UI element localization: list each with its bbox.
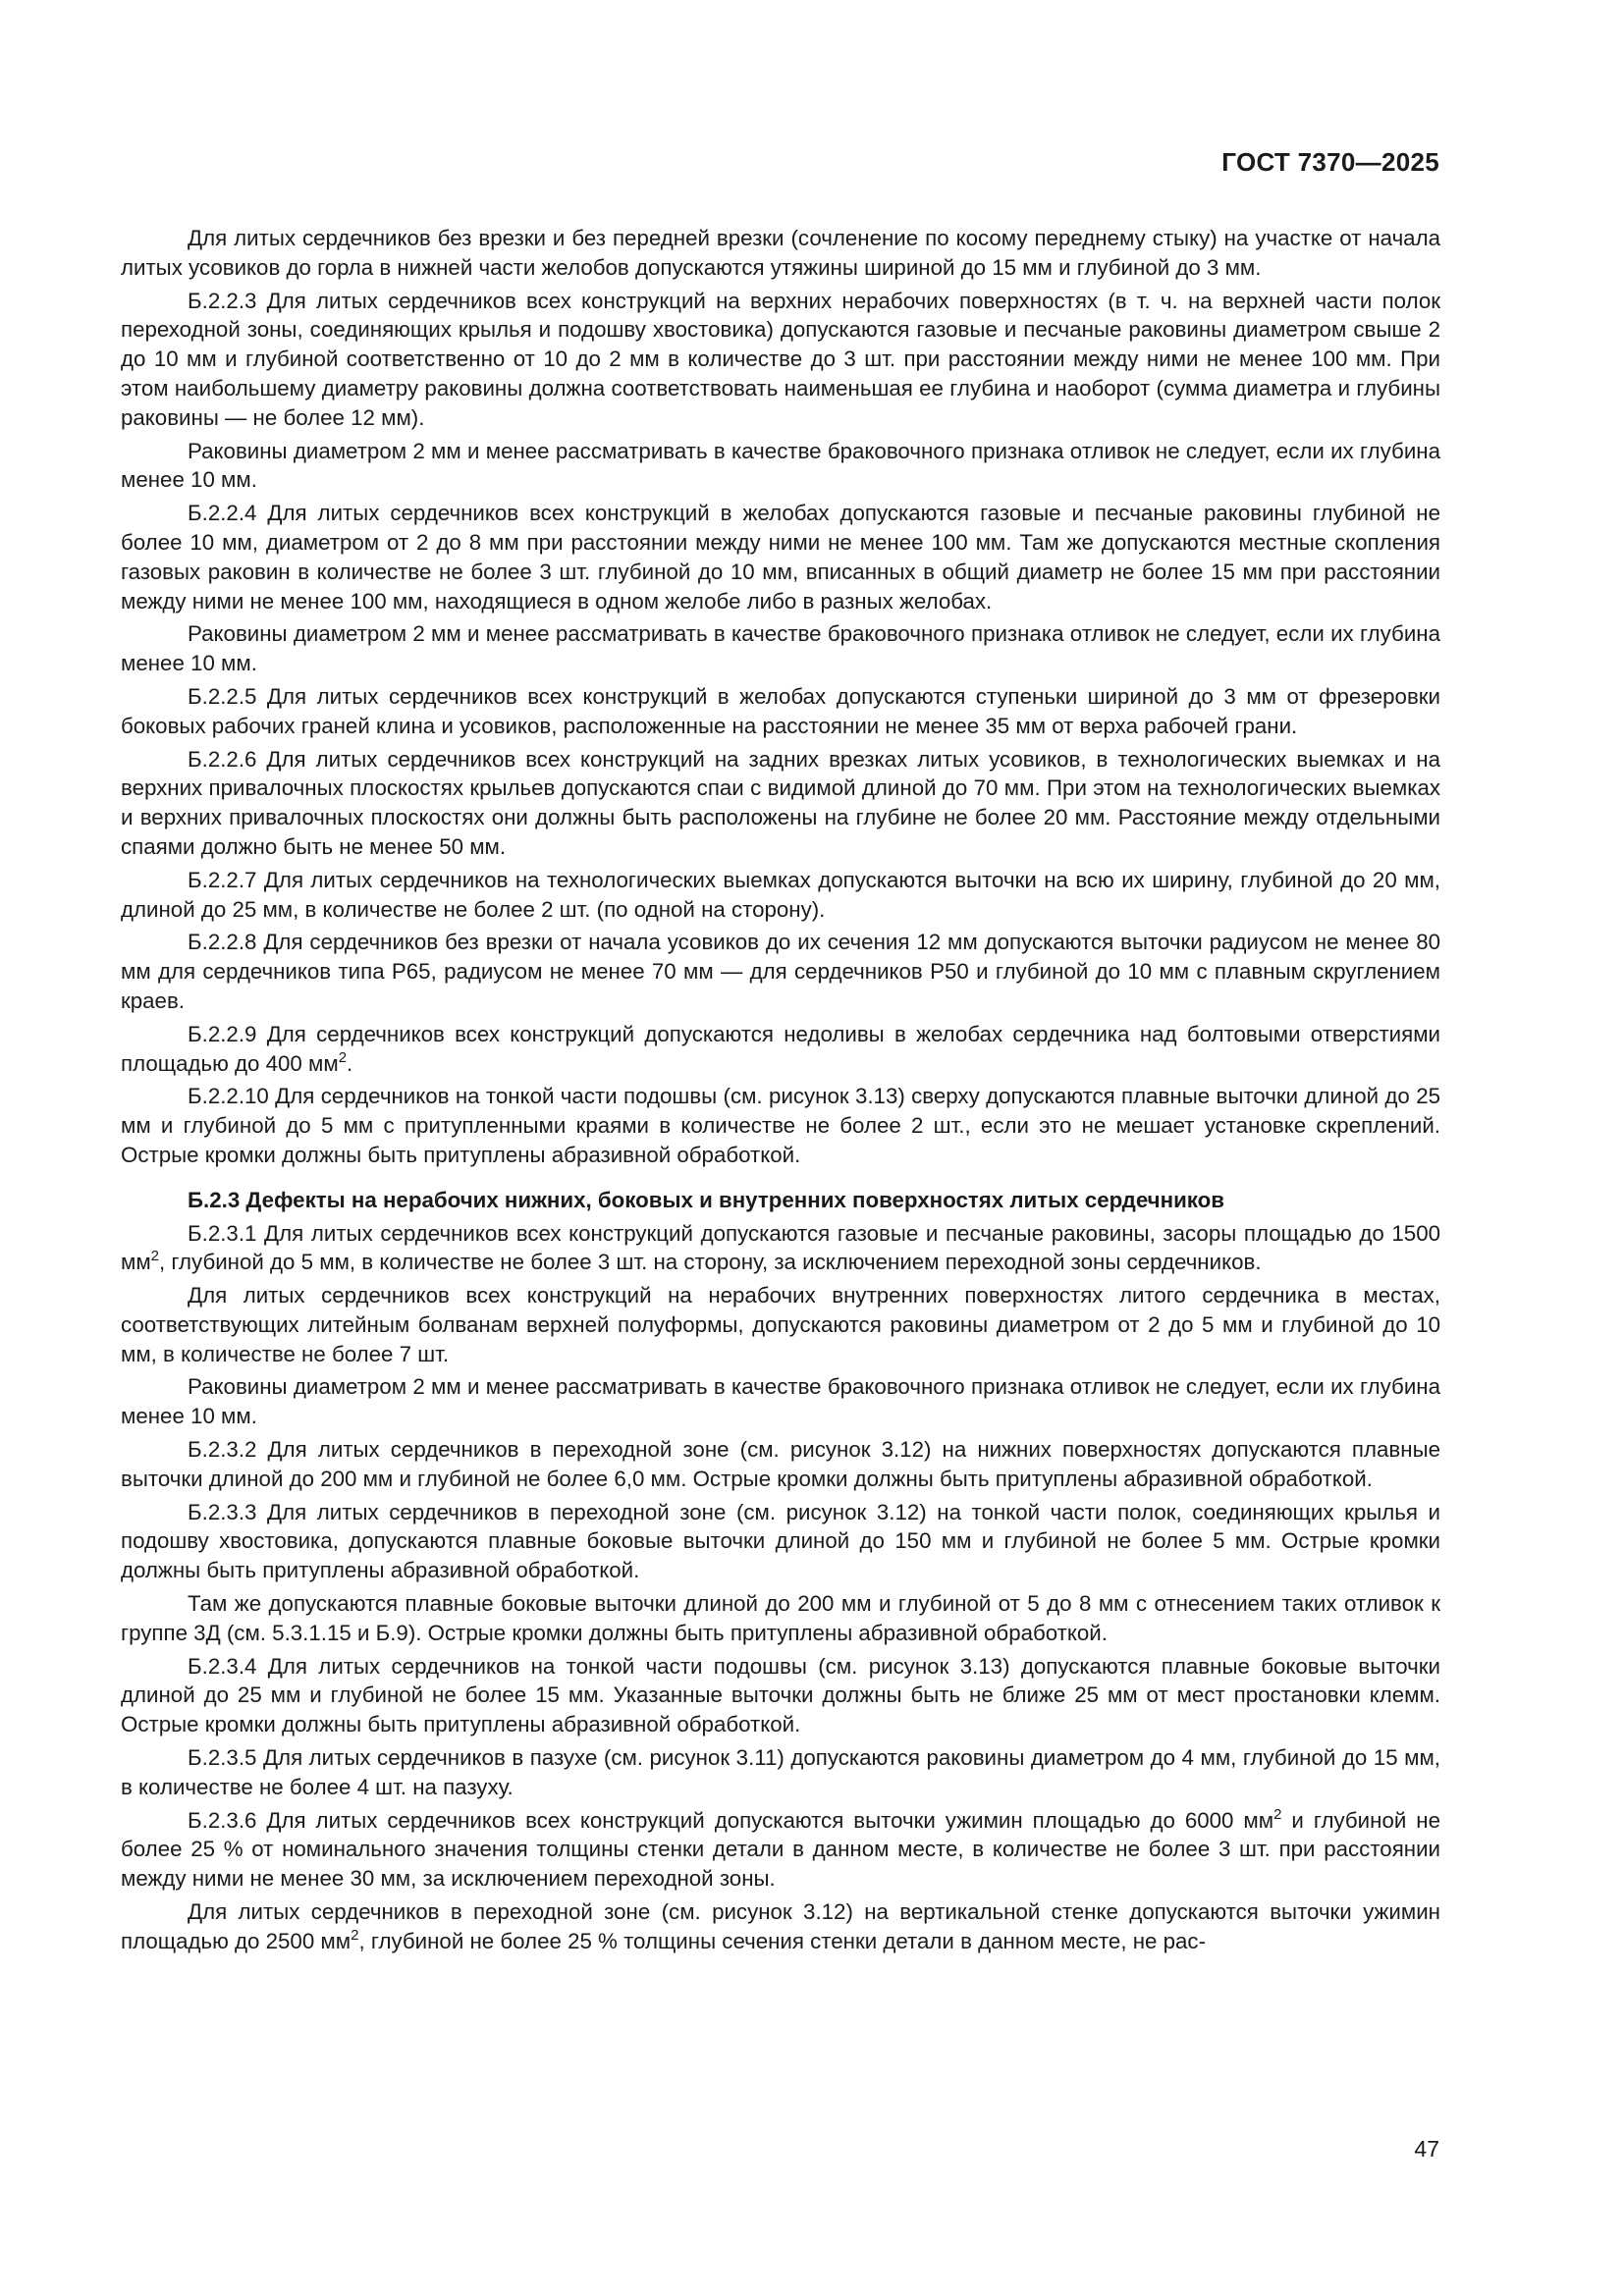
- section-heading: [121, 1186, 1440, 1215]
- paragraph: [121, 437, 1440, 496]
- text-run: Б.2.2.5 Для литых сердечников всех конструкций в желобах допускаются ступеньки шириной до 3 мм от фрезеровки боковых рабочих граней клина и усовиков, расположенные на расстоянии не менее 35 мм от верха рабочей грани.: [121, 683, 1440, 738]
- text-run: Б.2.3.2 Для литых сердечников в переходной зоне (см. рисунок 3.12) на нижних поверхностях допускаются плавные выточки длиной до 200 мм и глубиной не более 6,0 мм. Острые кромки должны быть притуплены абразивной обработкой.: [121, 1437, 1440, 1491]
- text-run: Б.2.3 Дефекты на нерабочих нижних, боковых и внутренних поверхностях литых сердечников: [188, 1187, 1224, 1212]
- superscript: 2: [1273, 1805, 1282, 1823]
- paragraph: [121, 1082, 1440, 1169]
- paragraph: [121, 1219, 1440, 1278]
- text-run: Б.2.2.7 Для литых сердечников на технологических выемках допускаются выточки на всю их ширину, глубиной до 20 мм, длиной до 25 мм, в количестве не более 2 шт. (по одной на сторону).: [121, 867, 1440, 922]
- text-run: Б.2.3.6 Для литых сердечников всех конструкций допускаются выточки ужимин площадью до 6000 мм: [188, 1807, 1274, 1833]
- text-run: Б.2.2.9 Для сердечников всех конструкций допускаются недоливы в желобах сердечника над болтовыми отверстиями площадью до 400 мм: [121, 1021, 1440, 1076]
- text-run: Раковины диаметром 2 мм и менее рассматривать в качестве браковочного признака отливок не следует, если их глубина менее 10 мм.: [121, 621, 1440, 676]
- paragraph: [121, 619, 1440, 678]
- paragraph: [121, 499, 1440, 615]
- text-run: Б.2.3.1 Для литых сердечников всех конструкций допускаются газовые и песчаные раковины, засоры площадью до 1500 мм: [121, 1220, 1440, 1275]
- text-run: Б.2.2.3 Для литых сердечников всех конструкций на верхних нерабочих поверхностях (в т. ч. на верхней части полок переходной зоны, соединяющих крылья и подошву хвостовика) допускаются газовые и песчаные раковины диаметром свыше 2 до 10 мм и глубиной соответственно от 10 до 2 мм в количестве до 3 шт. при расстоянии между ними не менее 100 мм. При этом наибольшему диаметру раковины должна соответствовать наименьшая ее глубина и наоборот (сумма диаметра и глубины раковины — не более 12 мм).: [121, 288, 1440, 430]
- text-run: Б.2.2.6 Для литых сердечников всех конструкций на задних врезках литых усовиков, в технологических выемках и на верхних привалочных плоскостях крыльев допускаются спаи с видимой длиной до 70 мм. При этом на технологических выемках и верхних привалочных плоскостях они должны быть расположены на глубине не более 20 мм. Расстояние между отдельными спаями должно быть не менее 50 мм.: [121, 746, 1440, 859]
- text-run: Раковины диаметром 2 мм и менее рассматривать в качестве браковочного признака отливок не следует, если их глубина менее 10 мм.: [121, 1374, 1440, 1429]
- paragraph: [121, 287, 1440, 433]
- text-run: Там же допускаются плавные боковые выточки длиной до 200 мм и глубиной от 5 до 8 мм с отнесением таких отливок к группе 3Д (см. 5.3.1.15 и Б.9). Острые кромки должны быть притуплены абразивной обработкой.: [121, 1591, 1440, 1645]
- paragraph: [121, 866, 1440, 925]
- text-run: Для литых сердечников без врезки и без передней врезки (сочленение по косому переднему стыку) на участке от начала литых усовиков до горла в нижней части желобов допускаются утяжины шириной до 15 мм и глубиной до 3 мм.: [121, 226, 1440, 280]
- paragraph: [121, 1589, 1440, 1648]
- text-run: Для литых сердечников в переходной зоне (см. рисунок 3.12) на вертикальной стенке допускаются выточки ужимин площадью до 2500 мм: [121, 1899, 1440, 1953]
- paragraph: [121, 1498, 1440, 1585]
- document-standard-id: ГОСТ 7370—2025: [1221, 147, 1439, 177]
- text-run: Раковины диаметром 2 мм и менее рассматривать в качестве браковочного признака отливок не следует, если их глубина менее 10 мм.: [121, 438, 1440, 493]
- paragraph: [121, 1806, 1440, 1894]
- text-run: Б.2.2.10 Для сердечников на тонкой части подошвы (см. рисунок 3.13) сверху допускаются плавные выточки длиной до 25 мм и глубиной до 5 мм с притупленными краями в количестве не более 2 шт., если это не мешает установке скреплений. Острые кромки должны быть притуплены абразивной обработкой.: [121, 1084, 1440, 1167]
- text-run: .: [347, 1050, 353, 1076]
- text-run: Б.2.2.4 Для литых сердечников всех конструкций в желобах допускаются газовые и песчаные раковины глубиной не более 10 мм, диаметром от 2 до 8 мм при расстоянии между ними не менее 100 мм. Там же допускаются местные скопления газовых раковин в количестве не более 3 шт. глубиной до 10 мм, вписанных в общий диаметр не более 15 мм при расстоянии между ними не менее 100 мм, находящиеся в одном желобе либо в разных желобах.: [121, 501, 1440, 614]
- paragraph: [121, 224, 1440, 283]
- paragraph: [121, 1897, 1440, 1956]
- paragraph: [121, 928, 1440, 1015]
- paragraph: [121, 1435, 1440, 1494]
- text-run: Б.2.3.3 Для литых сердечников в переходной зоне (см. рисунок 3.12) на тонкой части полок, соединяющих крылья и подошву хвостовика, допускаются плавные боковые выточки длиной до 150 мм и глубиной не более 5 мм. Острые кромки должны быть притуплены абразивной обработкой.: [121, 1499, 1440, 1583]
- text-run: Для литых сердечников всех конструкций на нерабочих внутренних поверхностях литого сердечника в местах, соответствующих литейным болванам верхней полуформы, допускаются раковины диаметром от 2 до 5 мм и глубиной до 10 мм, в количестве не более 7 шт.: [121, 1283, 1440, 1366]
- paragraph: [121, 1372, 1440, 1431]
- superscript: 2: [150, 1248, 160, 1265]
- superscript: 2: [351, 1926, 359, 1944]
- text-run: Б.2.3.4 Для литых сердечников на тонкой части подошвы (см. рисунок 3.13) допускаются плавные боковые выточки длиной до 25 мм и глубиной не более 15 мм. Указанные выточки должны быть не ближе 25 мм от мест простановки клемм. Острые кромки должны быть притуплены абразивной обработкой.: [121, 1653, 1440, 1737]
- text-run: Б.2.2.8 Для сердечников без врезки от начала усовиков до их сечения 12 мм допускаются выточки радиусом не менее 80 мм для сердечников типа Р65, радиусом не менее 70 мм — для сердечников Р50 и глубиной до 10 мм с плавным скруглением краев.: [121, 930, 1440, 1013]
- paragraph: [121, 682, 1440, 741]
- text-run: , глубиной до 5 мм, в количестве не более 3 шт. на сторону, за исключением переходной зоны сердечников.: [159, 1250, 1262, 1275]
- paragraph: [121, 1743, 1440, 1802]
- paragraph: [121, 1020, 1440, 1079]
- text-run: , глубиной не более 25 % толщины сечения стенки детали в данном месте, не рас-: [358, 1928, 1206, 1953]
- page-number: 47: [1414, 2136, 1439, 2162]
- paragraph: [121, 1281, 1440, 1368]
- document-body: [121, 224, 1440, 1956]
- text-run: и глубиной не более 25 % от номинального значения толщины стенки детали в данном месте, в количестве не более 3 шт. при расстоянии между ними не менее 30 мм, за исключением переходной зоны.: [121, 1807, 1440, 1892]
- paragraph: [121, 1652, 1440, 1739]
- paragraph: [121, 745, 1440, 862]
- superscript: 2: [338, 1048, 348, 1066]
- text-run: Б.2.3.5 Для литых сердечников в пазухе (см. рисунок 3.11) допускаются раковины диаметром до 4 мм, глубиной до 15 мм, в количестве не более 4 шт. на пазуху.: [121, 1745, 1440, 1799]
